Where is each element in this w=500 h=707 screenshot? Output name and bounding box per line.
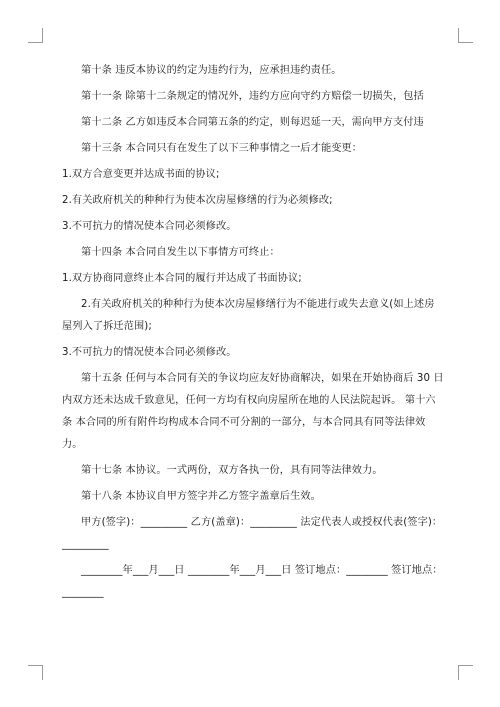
crop-mark-bottom-right xyxy=(458,665,473,680)
crop-mark-top-left xyxy=(28,28,43,43)
date-location-line: ________年___月___日 ________年___月___日 签订地点：________ 签订地点：________ xyxy=(62,565,443,598)
article-18: 第十八条 本协议自甲方签字并乙方签字盖章后生效。 xyxy=(81,491,321,502)
document-body xyxy=(62,60,444,604)
article-13-item-2: 2.有关政府机关的种种行为使本次房屋修缮的行为必须修改; xyxy=(62,195,333,206)
article-14-item-3: 3.不可抗力的情况使本合同必须修改。 xyxy=(62,347,237,358)
crop-mark-bottom-left xyxy=(28,665,43,680)
article-11: 第十一条 除第十二条规定的情况外，违约方应向守约方赔偿一切损失，包括 xyxy=(81,91,424,102)
article-17: 第十七条 本协议。一式两份，双方各执一份，具有同等法律效力。 xyxy=(81,465,383,476)
article-14-item-2: 2.有关政府机关的种种行为使本次房屋修缮行为不能进行或失去意义(如上述房屋列入了拆迁范围); xyxy=(62,299,435,332)
article-10: 第十条 违反本协议的约定为违约行为，应承担违约责任。 xyxy=(81,65,342,76)
article-14-item-1: 1.双方协商同意终止本合同的履行并达成了书面协议; xyxy=(62,273,302,284)
article-13-item-3: 3.不可抗力的情况使本合同必须修改。 xyxy=(62,221,237,232)
article-13: 第十三条 本合同只有在发生了以下三种事情之一后才能变更： xyxy=(81,143,363,154)
article-13-item-1: 1.双方合意变更并达成书面的协议; xyxy=(62,169,220,180)
article-14: 第十四条 本合同自发生以下事情方可终止： xyxy=(81,247,280,258)
article-15-16: 第十五条 任何与本合同有关的争议均应友好协商解决，如果在开始协商后 30 日内双方还未达成千致意见，任何一方均有权向房屋所在地的人民法院起诉。 第十六条 本合同的所有附件均构成本合同不可分割的一部分，与本合同具有同等法律效力。 xyxy=(62,373,444,450)
signature-line: 甲方(签字)：_________ 乙方(盖章)：_________ 法定代表人或授权代表(签字)：_________ xyxy=(62,517,443,550)
article-12: 第十二条 乙方如违反本合同第五条的约定，则每迟延一天，需向甲方支付违 xyxy=(81,117,424,128)
crop-mark-top-right xyxy=(458,28,473,43)
